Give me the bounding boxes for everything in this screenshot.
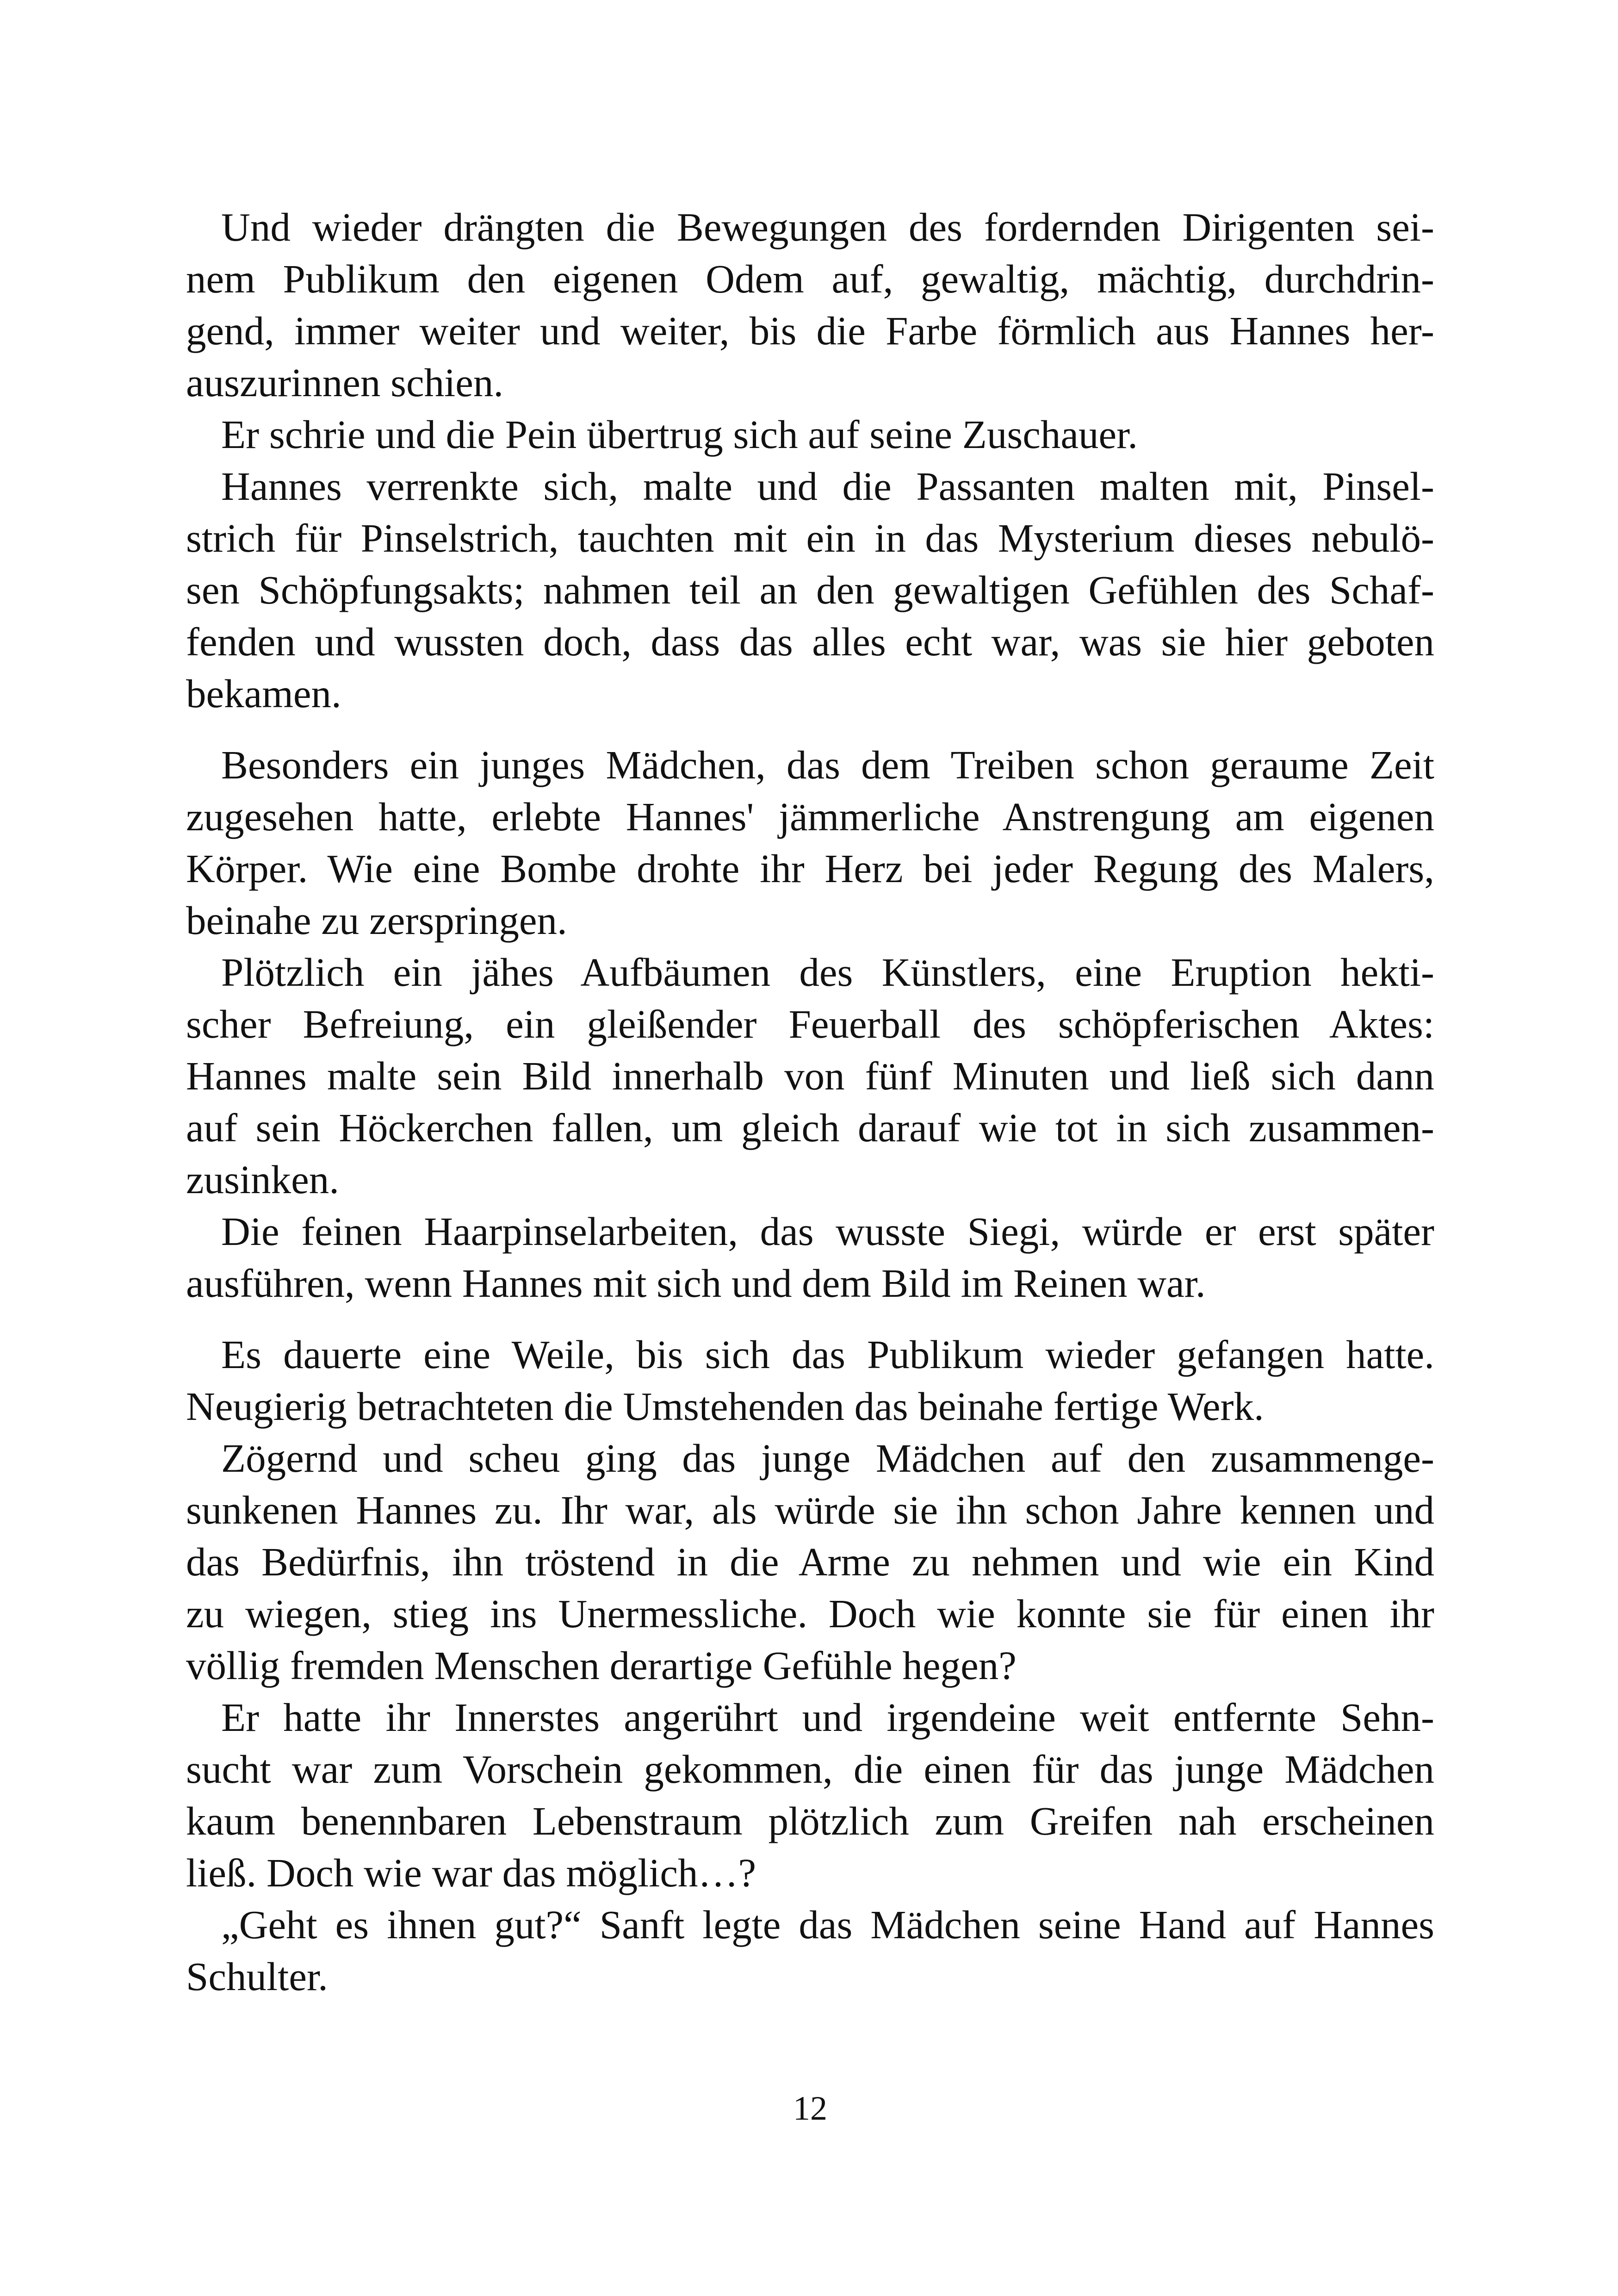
text-line: Neugierig betrachteten die Umstehenden das beinahe fertige Werk. — [186, 1384, 1264, 1429]
text-line: Plötzlich ein jähes Aufbäumen des Künstlers, eine Eruption hekti- — [221, 950, 1434, 995]
text-line: Er schrie und die Pein übertrug sich auf seine Zuschauer. — [221, 412, 1138, 457]
text-line: auf sein Höckerchen fallen, um gleich darauf wie tot in sich zusammen- — [186, 1105, 1434, 1150]
text-line: auszurinnen schien. — [186, 360, 504, 405]
paragraph-group — [186, 1329, 1434, 2003]
paragraph — [186, 409, 1434, 460]
text-line: Er hatte ihr Innerstes angerührt und irgendeine weit entfernte Sehn- — [221, 1695, 1434, 1740]
paragraph — [186, 1329, 1434, 1432]
paragraph — [186, 1432, 1434, 1692]
text-line: sen Schöpfungsakts; nahmen teil an den gewaltigen Gefühlen des Schaf- — [186, 567, 1434, 612]
paragraph — [186, 460, 1434, 720]
text-line: Besonders ein junges Mädchen, das dem Treiben schon geraume Zeit — [221, 742, 1434, 787]
text-line: Die feinen Haarpinselarbeiten, das wusste Siegi, würde er erst später — [221, 1209, 1434, 1254]
text-line: Und wieder drängten die Bewegungen des fordernden Dirigenten sei- — [221, 205, 1434, 249]
paragraph-group — [186, 739, 1434, 1309]
paragraph — [186, 201, 1434, 409]
text-line: nem Publikum den eigenen Odem auf, gewaltig, mächtig, durchdrin- — [186, 256, 1434, 301]
paragraph-group — [186, 201, 1434, 720]
paragraph — [186, 739, 1434, 946]
text-line: bekamen. — [186, 671, 341, 716]
text-line: ausführen, wenn Hannes mit sich und dem Bild im Reinen war. — [186, 1261, 1206, 1306]
text-line: scher Befreiung, ein gleißender Feuerball des schöpferischen Aktes: — [186, 1002, 1434, 1046]
text-line: strich für Pinselstrich, tauchten mit ein in das Mysterium dieses nebulö- — [186, 516, 1434, 560]
text-line: Hannes malte sein Bild innerhalb von fünf Minuten und ließ sich dann — [186, 1053, 1434, 1098]
text-line: Schulter. — [186, 1954, 328, 1999]
text-line: zugesehen hatte, erlebte Hannes' jämmerliche Anstrengung am eigenen — [186, 794, 1434, 839]
paragraph — [186, 1692, 1434, 1899]
paragraph — [186, 1899, 1434, 2003]
text-line: gend, immer weiter und weiter, bis die Farbe förmlich aus Hannes her- — [186, 308, 1434, 353]
body-text — [186, 201, 1434, 2022]
text-line: zu wiegen, stieg ins Unermessliche. Doch wie konnte sie für einen ihr — [186, 1591, 1434, 1636]
text-line: sunkenen Hannes zu. Ihr war, als würde sie ihn schon Jahre kennen und — [186, 1487, 1434, 1532]
text-line: kaum benennbaren Lebenstraum plötzlich zum Greifen nah erscheinen — [186, 1798, 1434, 1843]
text-line: Es dauerte eine Weile, bis sich das Publikum wieder gefangen hatte. — [221, 1332, 1434, 1377]
text-line: Hannes verrenkte sich, malte und die Passanten malten mit, Pinsel- — [221, 464, 1434, 509]
text-line: „Geht es ihnen gut?“ Sanft legte das Mädchen seine Hand auf Hannes — [221, 1902, 1434, 1947]
text-line: völlig fremden Menschen derartige Gefühle hegen? — [186, 1643, 1017, 1688]
text-line: das Bedürfnis, ihn tröstend in die Arme zu nehmen und wie ein Kind — [186, 1539, 1434, 1584]
text-line: Körper. Wie eine Bombe drohte ihr Herz bei jeder Regung des Malers, — [186, 846, 1434, 891]
text-line: fenden und wussten doch, dass das alles echt war, was sie hier geboten — [186, 619, 1434, 664]
page-number: 12 — [793, 2090, 827, 2128]
paragraph — [186, 1206, 1434, 1309]
text-line: beinahe zu zerspringen. — [186, 898, 567, 943]
text-line: ließ. Doch wie war das möglich…? — [186, 1850, 756, 1895]
text-line: sucht war zum Vorschein gekommen, die einen für das junge Mädchen — [186, 1747, 1434, 1792]
paragraph — [186, 946, 1434, 1206]
text-line: zusinken. — [186, 1157, 340, 1202]
text-line: Zögernd und scheu ging das junge Mädchen auf den zusammenge- — [221, 1436, 1434, 1481]
